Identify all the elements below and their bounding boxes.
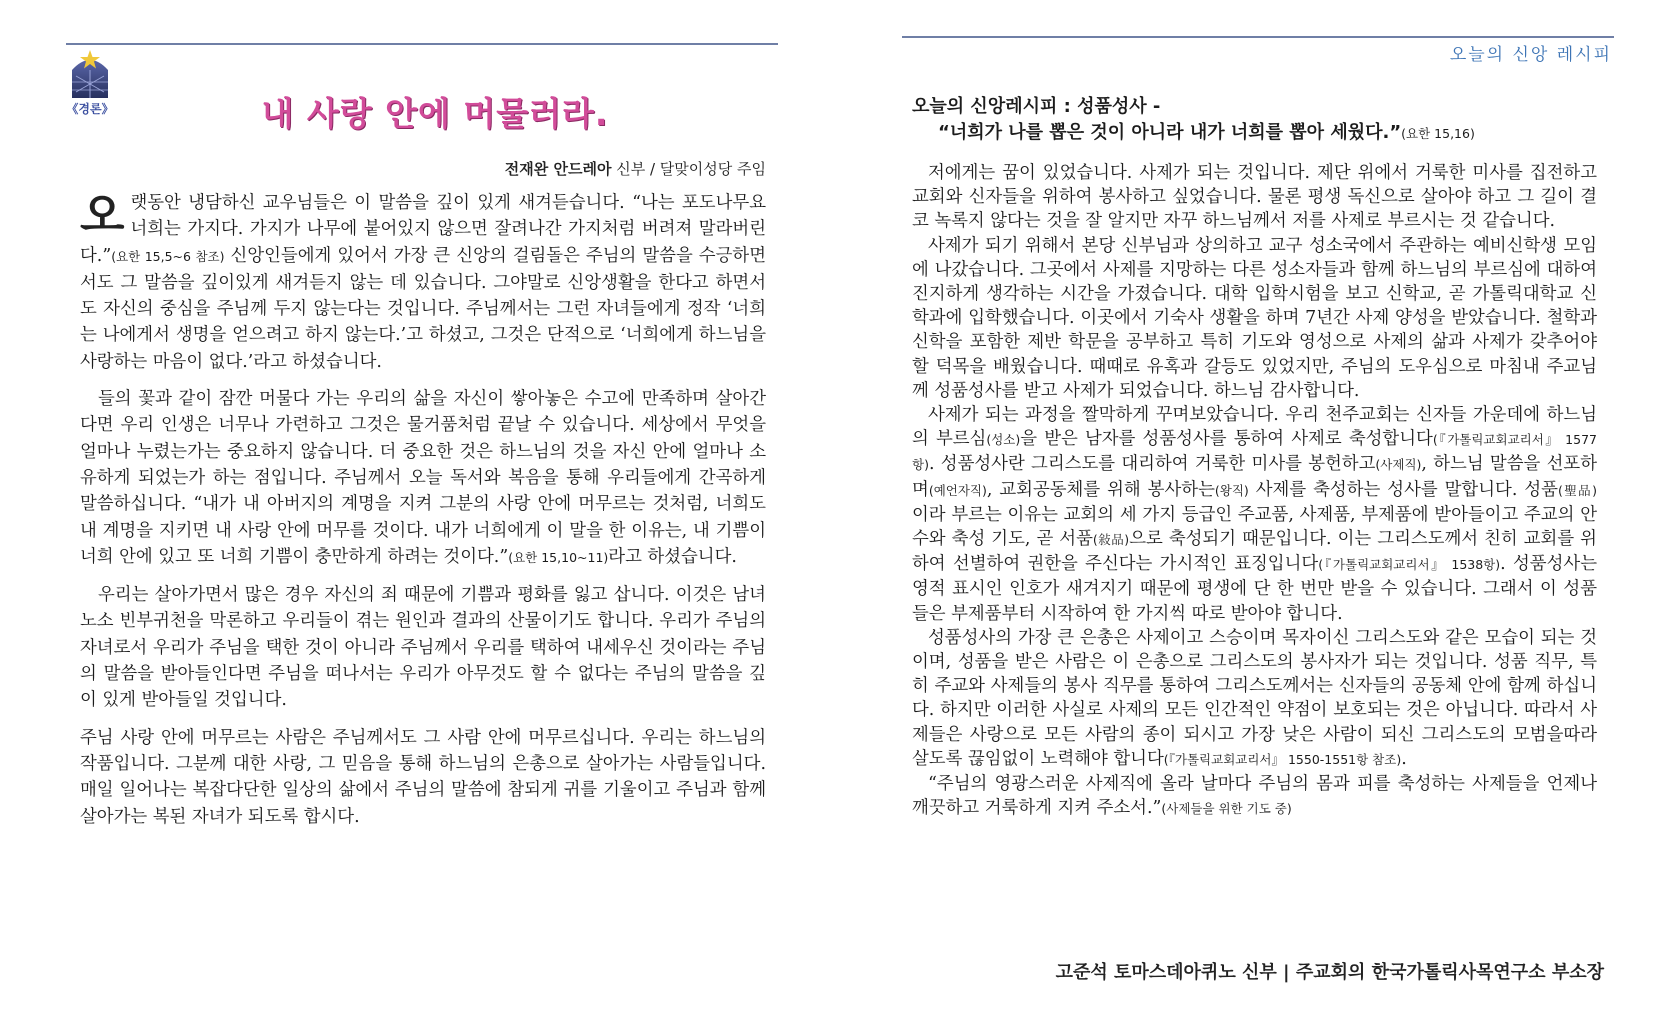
r3-a: 사제가 되는 과정을 짤막하게 꾸며보았습니다. 우리 천주교회는 신자들 가운데에 하느님의 부르심 [912,405,1597,450]
left-p1-text-a: 랫동안 냉담하신 교우님들은 이 말씀을 깊이 있게 새겨듣습니다. “나는 포도나무요 너희는 가지다. 가지가 나무에 붙어있지 않으면 잘려나간 가지처럼 버려져 말라버린다.” [80,193,766,266]
left-p2-text-b: 라고 하셨습니다. [608,546,737,567]
r3-c: . 성품성사란 그리스도를 대리하여 거룩한 미사를 봉헌하고 [928,454,1376,475]
r3-b: 을 받은 남자를 성품성사를 통하여 사제로 축성합니다 [1020,429,1433,450]
right-paragraph-3 [912,403,1597,626]
r3-s3: (사제직) [1375,457,1422,473]
r4-s: (『가톨릭교회교리서』 1550-1551항 참조) [1163,751,1402,767]
r3-e: , 교회공동체를 위해 봉사하는 [986,479,1215,500]
series-label: 오늘의 신앙 레시피 [1449,45,1612,65]
right-article-body [912,94,1597,821]
left-p2-text-a: 들의 꽃과 같이 잠깐 머물다 가는 우리의 삶을 자신이 쌓아놓은 수고에 만족하며 살아간다면 우리 인생은 너무나 가련하고 그것은 물거품처럼 끝날 수 있습니다. 세상에서 무엇을 얼마나 누렸는가는 중요하지 않습니다. 더 중요한 것은 하느님의 것을 자신 안에 얼마나 소유하게 되었는가 하는 점입니다. 주님께서 오늘 독서와 복음을 통해 우리들에게 간곡하게 말씀하십니다. “내가 내 아버지의 계명을 지켜 그분의 사랑 안에 머무르는 것처럼, 너희도 내 계명을 지키면 내 사랑 안에 머무를 것이다. 내가 너희에게 이 말을 한 이유는, 내 기쁨이 너희 안에 있고 또 너희 기쁨이 충만하게 하려는 것이다.” [80,389,766,567]
left-paragraph-4: 주님 사랑 안에 머무르는 사람은 주님께서도 그 사람 안에 머무르십니다. 우리는 하느님의 작품입니다. 그분께 대한 사랑, 그 믿음을 통해 하느님의 은총으로 살아가는 사람들입니다. 매일 일어나는 복잡다단한 일상의 삶에서 주님의 말씀에 참되게 귀를 기울이고 주님과 함께 살아가는 복된 자녀가 되도록 합시다. [80,727,766,827]
r4-a: 성품성사의 가장 큰 은총은 사제이고 스승이며 목자이신 그리스도와 같은 모습이 되는 것이며, 성품을 받은 사람은 이 은총으로 그리스도의 봉사자가 되는 것입니다. 성품 직무, 특히 주교와 사제들의 봉사 직무를 통하여 그리스도께서는 신자들의 공동체 안에 함께 하십니다. 하지만 이러한 사실로 사제의 모든 인간적인 약점이 보호되는 것은 아닙니다. 따라서 사제들은 사랑으로 모든 사람의 종이 되시고 가장 낮은 사람이 되신 그리스도의 모범을따라 살도록 끊임없이 노력해야 합니다 [912,627,1597,769]
r3-s5: (왕직) [1214,482,1249,498]
r3-g: 이라 부르는 이유는 교회의 세 가지 등급인 주교품, 사제품, 부제품에 받아들이고 주교의 안수와 축성 기도, 곧 서품 [912,504,1597,550]
right-subtitle-quote: “너희가 나를 뽑은 것이 아니라 내가 너희를 뽑아 세웠다.” [938,122,1402,143]
top-rule-right [902,36,1614,38]
r3-i: . 성품성사는 영적 표시인 인호가 새겨지기 때문에 평생에 단 한 번만 받을 수 있습니다. 그래서 이 성품들은 부제품부터 시작하여 한 가지씩 따로 받아야 합니다. [912,554,1597,624]
r5-a: “주님의 영광스러운 사제직에 올라 날마다 주님의 몸과 피를 축성하는 사제들을 언제나 깨끗하고 거룩하게 지켜 주소서.” [912,774,1597,819]
left-p2-ref: (요한 15,10~11) [508,549,609,565]
r3-h: 으로 축성되기 때문입니다. 이는 그리스도께서 친히 교회를 위하여 선별하여 권한을 주신다는 가시적인 표징입니다 [912,529,1597,575]
right-subtitle [938,120,1597,147]
left-paragraph-1 [80,190,766,375]
r5-s: (사제들을 위한 기도 중) [1161,801,1292,817]
r3-s6: (聖品) [1557,482,1597,498]
left-article-body [80,190,766,841]
r3-d: , 하느님 말씀을 선포하며 [912,454,1597,500]
author-signature: 고준석 토마스데아퀴노 신부 | 주교회의 한국가톨릭사목연구소 부소장 [1055,962,1604,983]
left-paragraph-2 [80,386,766,571]
left-p1-text-b: 신앙인들에게 있어서 가장 큰 신앙의 걸림돌은 주님의 말씀을 수긍하면서도 그 말씀을 깊이있게 새겨듣지 않는 데 있습니다. 그야말로 신앙생활을 한다고 하면서도 자신의 중심을 주님께 두지 않는다는 것입니다. 주님께서는 그런 자녀들에게 정작 ‘너희는 나에게서 생명을 얻으려고 하지 않는다.’고 하셨고, 그것은 단적으로 ‘너희에게 하느님을 사랑하는 마음이 없다.’라고 하셨습니다. [80,245,766,372]
r3-s2: (『가톨릭교회교리서』 1577항) [912,432,1597,473]
right-paragraph-2: 사제가 되기 위해서 본당 신부님과 상의하고 교구 성소국에서 주관하는 예비신학생 모임에 나갔습니다. 그곳에서 사제를 지망하는 다른 성소자들과 함께 하느님의 부르심에 대하여 진지하게 생각하는 시간을 가졌습니다. 대학 입학시험을 보고 신학교, 곧 가톨릭대학교 신학과에 입학했습니다. 이곳에서 기숙사 생활을 하며 7년간 사제 양성을 받았습니다. 철학과 신학을 포함한 제반 학문을 공부하고 특히 기도와 영성으로 사제의 삶과 사제가 갖추어야 할 덕목을 배웠습니다. 때때로 유혹과 갈등도 있었지만, 주님의 도우심으로 마침내 주교님께 성품성사를 받고 사제가 되었습니다. 하느님 감사합니다. [912,235,1597,401]
top-rule-left [66,43,778,45]
r3-s4: (예언자직) [928,482,987,498]
left-paragraph-3: 우리는 살아가면서 많은 경우 자신의 죄 때문에 기쁨과 평화를 잃고 삽니다. 이것은 남녀노소 빈부귀천을 막론하고 우리들이 겪는 원인과 결과의 산물이기도 합니다. 우리가 주님의 자녀로서 우리가 주님을 택한 것이 아니라 주님께서 우리를 택하여 내세우신 것이라는 주님의 말씀을 받아들인다면 주님을 떠나서는 우리가 아무것도 할 수 없다는 주님의 말씀을 깊이 있게 받아들일 것입니다. [80,585,766,711]
r3-s8: (『가톨릭교회교리서』 1538항) [1318,557,1501,573]
r3-s7: (敍品) [1092,532,1130,548]
left-p1-ref: (요한 15,5~6 참조) [111,248,225,264]
right-subtitle-ref: (요한 15,16) [1401,126,1475,141]
drop-cap: 오 [80,188,125,242]
r3-f: 사제를 축성하는 성사를 말합니다. 성품 [1248,479,1558,500]
byline-left [80,158,766,179]
author-name: 전재완 안드레아 [504,160,612,178]
author-role: 신부 / 달맞이성당 주임 [616,160,766,178]
right-paragraph-1: 저에게는 꿈이 있었습니다. 사제가 되는 것입니다. 제단 위에서 거룩한 미사를 집전하고 교회와 신자들을 위하여 봉사하고 싶었습니다. 물론 평생 독신으로 살아야 하고 그 길이 결코 녹록지 않다는 것을 잘 알지만 자꾸 하느님께서 저를 사제로 부르시는 것 같습니다. [912,163,1597,232]
right-title: 오늘의 신앙레시피 : 성품성사 - [912,96,1161,117]
r3-s1: (성소) [986,432,1021,448]
right-paragraph-4 [912,626,1597,772]
page-title: 내 사랑 안에 머물러라. [261,94,609,133]
right-paragraph-5 [912,772,1597,821]
r4-b: . [1401,748,1407,769]
logo-caption: 《경론》 [66,102,114,116]
